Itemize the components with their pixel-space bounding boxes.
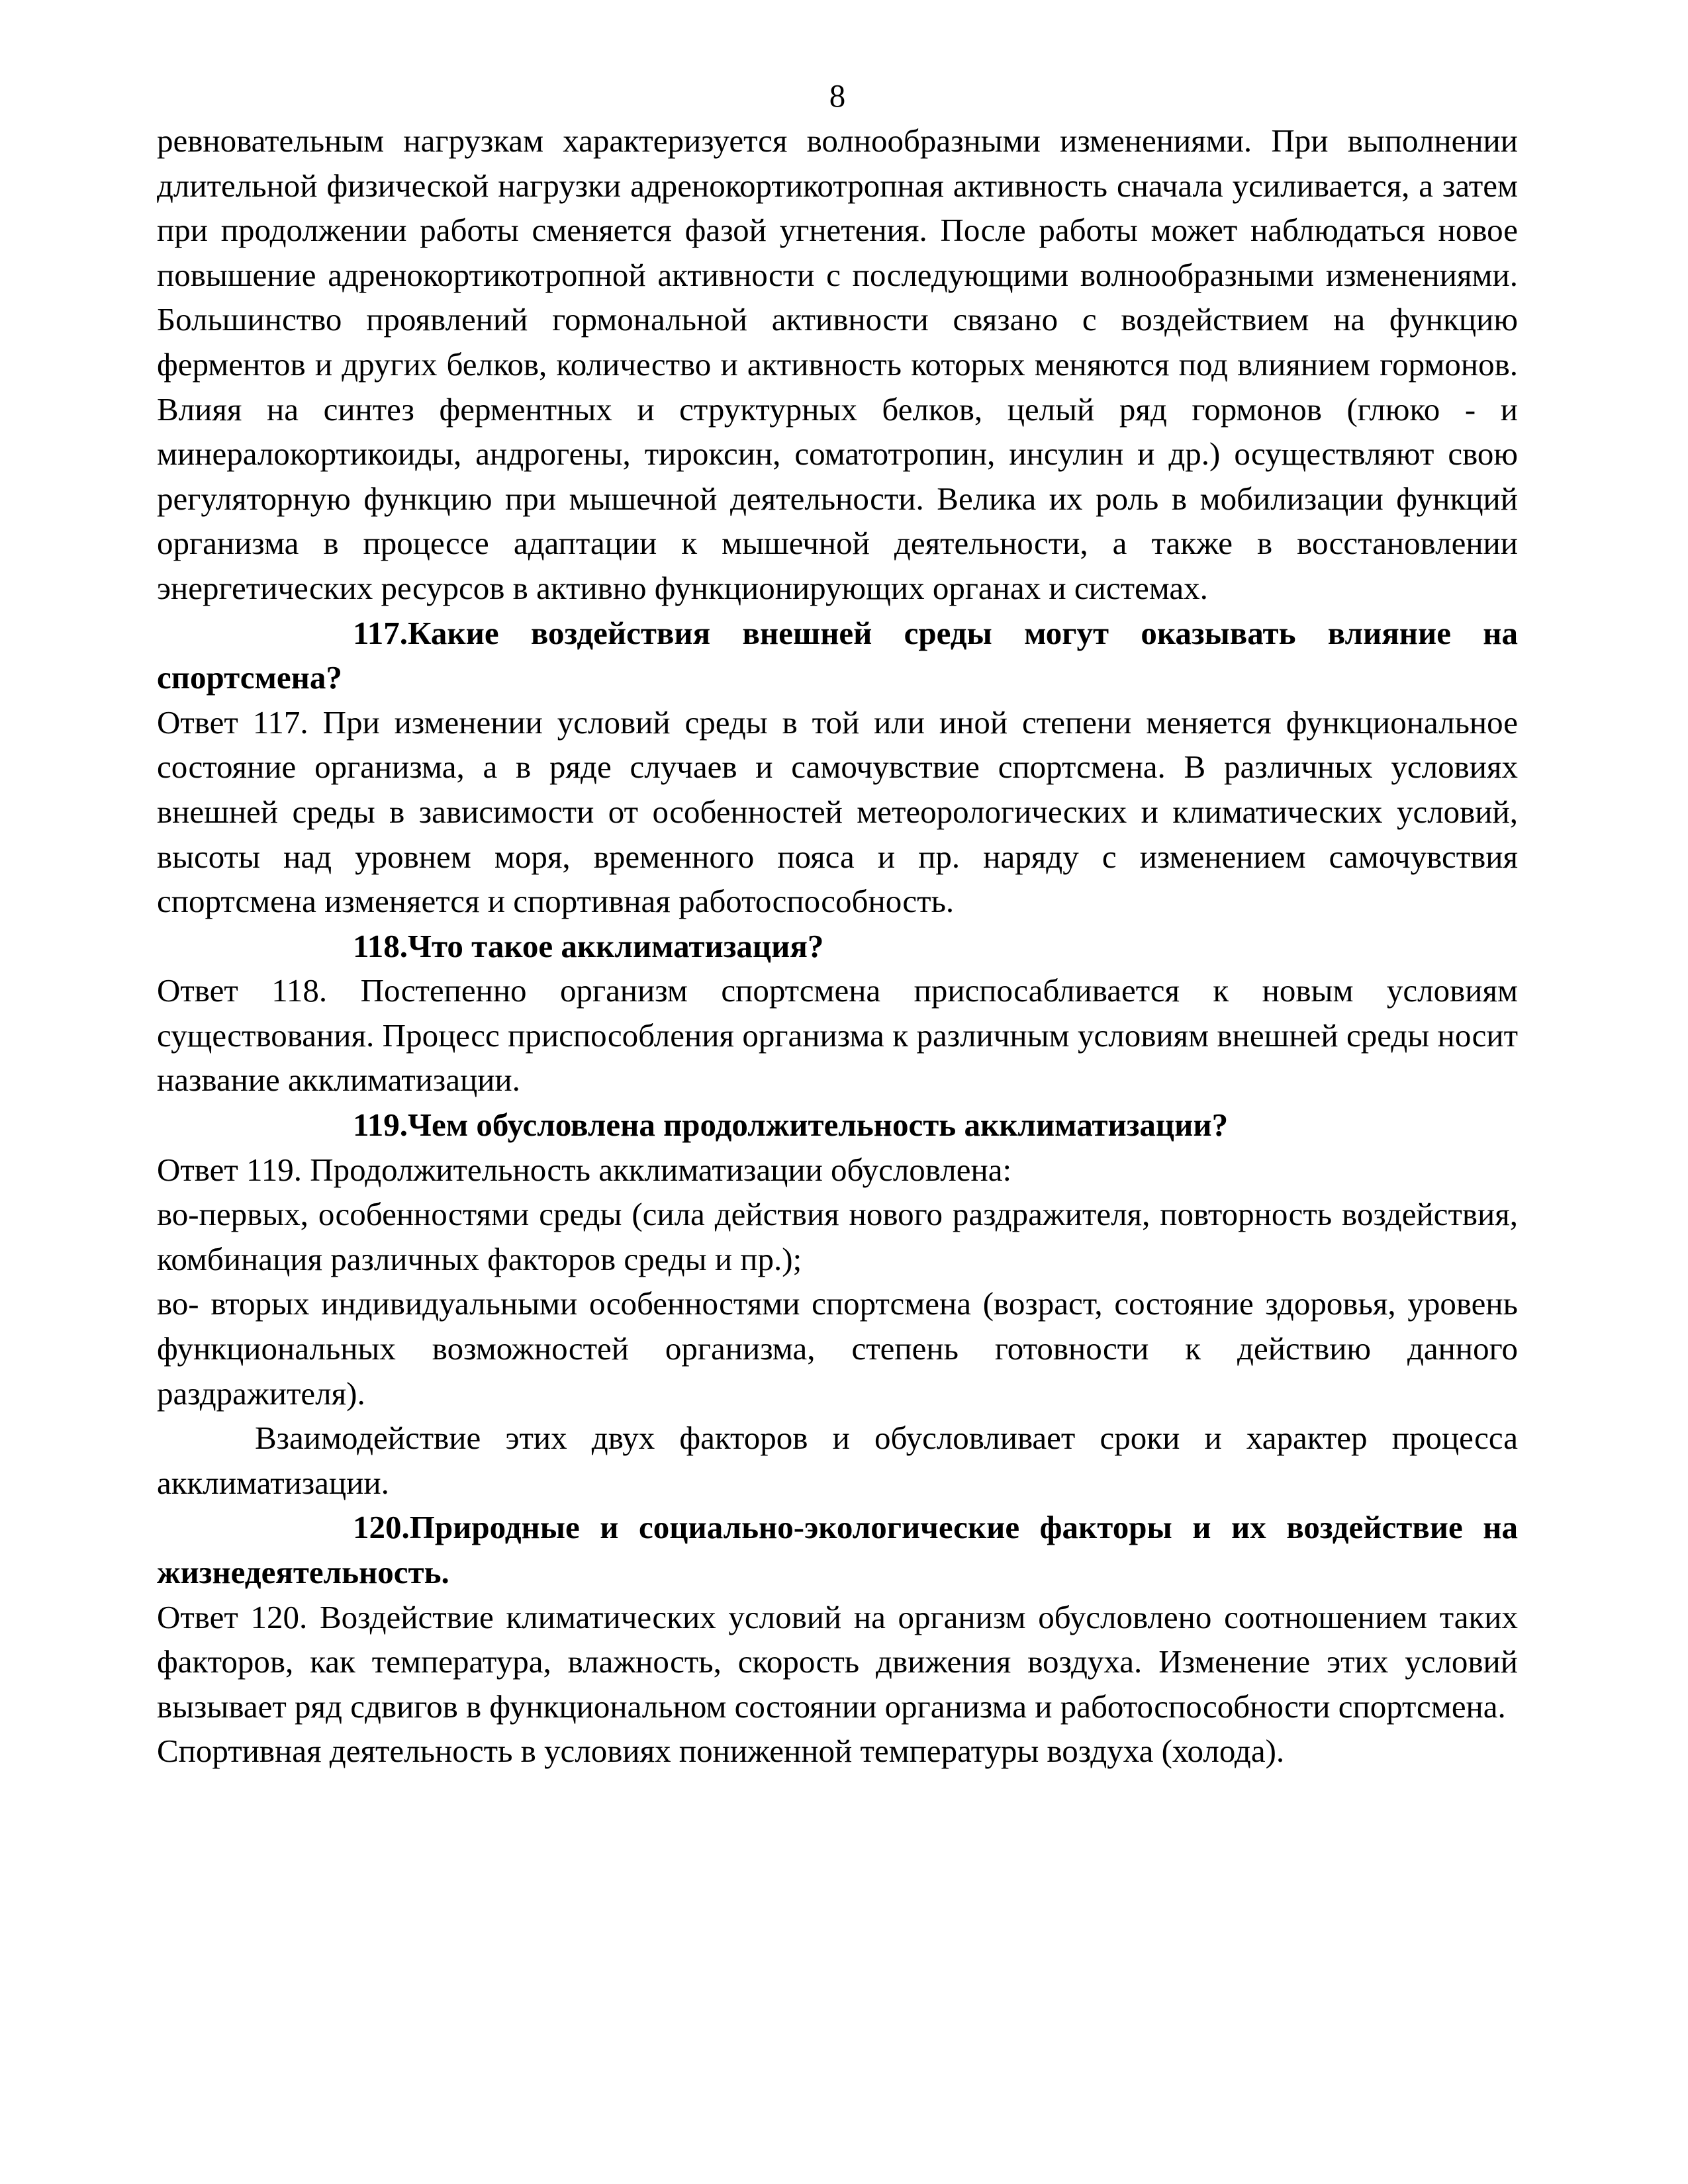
question-117	[157, 611, 1518, 700]
answer-119-first: во-первых, особенностями среды (сила действия нового раздражителя, повторность воздействия, комбинация различных факторов среды и пр.);	[157, 1196, 1518, 1277]
intro-paragraph: ревновательным нагрузкам характеризуется волнообразными изменениями. При выполнении длительной физической нагрузки адренокортикотропная активность сначала усиливается, а затем при продолжении работы сменяется фазой угнетения. После работы может наблюдаться новое повышение адренокортикотропной активности с последующими волнообразными изменениями. Большинство проявлений гормональной активности связано с воздействием на функцию ферментов и других белков, количество и активность которых меняются под влиянием гормонов. Влияя на синтез ферментных и структурных белков, целый ряд гормонов (глюко - и минералокортикоиды, андрогены, тироксин, соматотропин, инсулин и др.) осуществляют свою регуляторную функцию при мышечной деятельности. Велика их роль в мобилизации функций организма в процессе адаптации к мышечной деятельности, а также в восстановлении энергетических ресурсов в активно функционирующих органах и системах.	[157, 122, 1518, 606]
question-119-number: 119.	[353, 1107, 408, 1144]
document-page	[157, 76, 1518, 1774]
answer-119-intro: Ответ 119. Продолжительность акклиматизации обусловлена:	[157, 1151, 1012, 1188]
answer-119-conclusion: Взаимодействие этих двух факторов и обусловливает сроки и характер процесса акклиматизации.	[157, 1420, 1518, 1501]
question-117-number: 117.	[353, 614, 408, 651]
question-118-number: 118.	[353, 927, 408, 964]
answer-119-second: во- вторых индивидуальными особенностями спортсмена (возраст, состояние здоровья, уровень функциональных возможностей организма, степень готовности к действию данного раздражителя).	[157, 1285, 1518, 1412]
question-119	[157, 1103, 1518, 1148]
question-119-text: Чем обусловлена продолжительность акклиматизации?	[408, 1107, 1229, 1144]
question-120-text: Природные и социально-экологические факторы и их воздействие на жизнедеятельность.	[157, 1509, 1518, 1590]
closing-line: Спортивная деятельность в условиях пониженной температуры воздуха (холода).	[157, 1733, 1285, 1770]
answer-117: Ответ 117. При изменении условий среды в той или иной степени меняется функциональное состояние организма, а в ряде случаев и самочувствие спортсмена. В различных условиях внешней среды в зависимости от особенностей метеорологических и климатических условий, высоты над уровнем моря, временного пояса и пр. наряду с изменением самочувствия спортсмена изменяется и спортивная работоспособность.	[157, 704, 1518, 920]
question-120-number: 120.	[353, 1509, 410, 1546]
answer-118: Ответ 118. Постепенно организм спортсмена приспосабливается к новым условиям существования. Процесс приспособления организма к различным условиям внешней среды носит название акклиматизации.	[157, 972, 1518, 1099]
answer-120: Ответ 120. Воздействие климатических условий на организм обусловлено соотношением таких факторов, как температура, влажность, скорость движения воздуха. Изменение этих условий вызывает ряд сдвигов в функциональном состоянии организма и работоспособности спортсмена.	[157, 1598, 1518, 1725]
question-120	[157, 1505, 1518, 1594]
question-118-text: Что такое акклиматизация?	[408, 927, 824, 964]
question-118	[157, 924, 1518, 969]
question-117-text: Какие воздействия внешней среды могут оказывать влияние на спортсмена?	[157, 614, 1518, 696]
page-number: 8	[829, 77, 846, 114]
